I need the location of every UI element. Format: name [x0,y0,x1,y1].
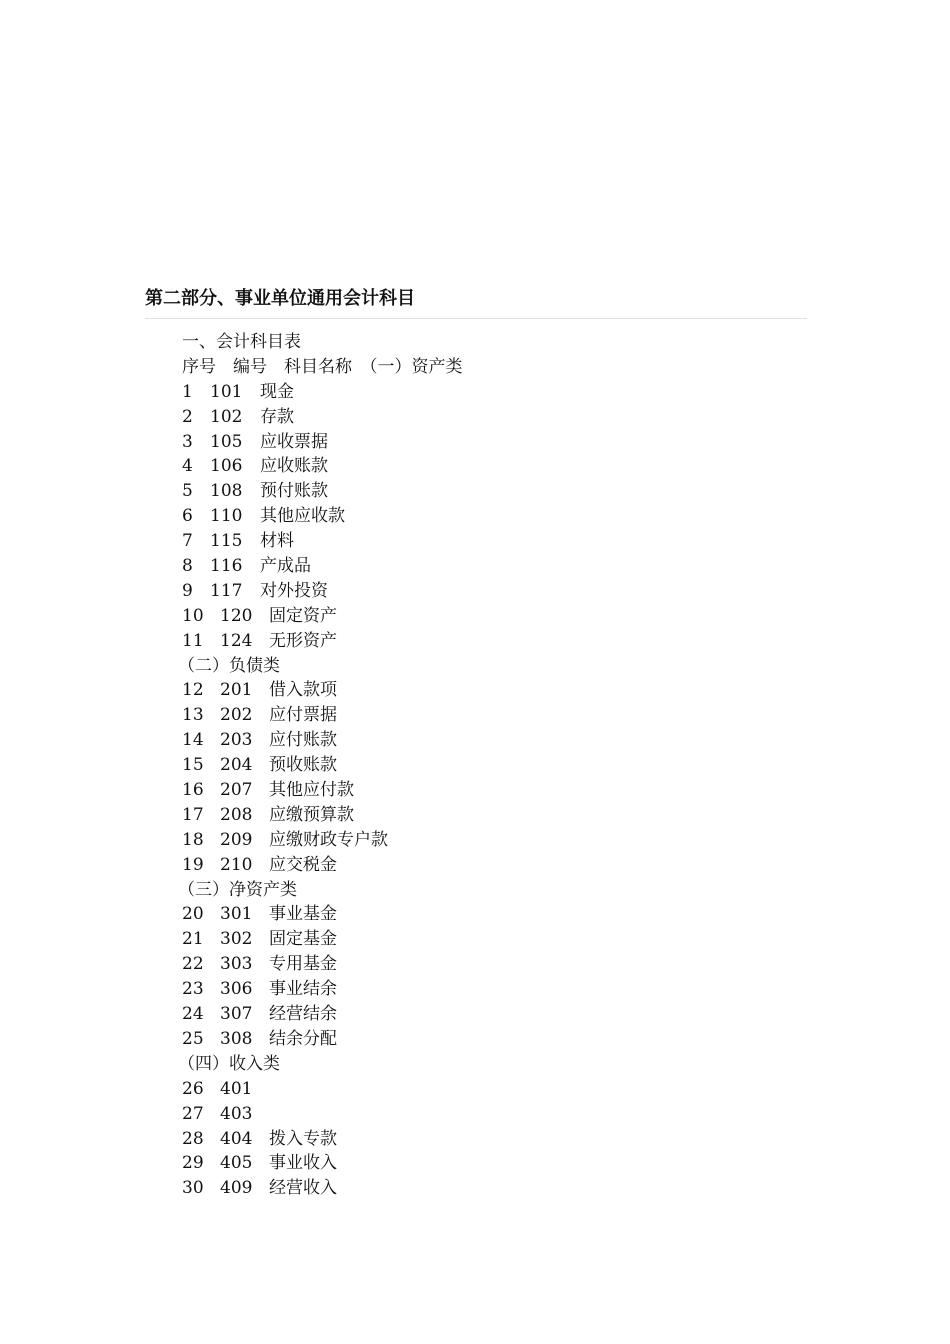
account-name: 其他应付款 [269,780,354,801]
list-item [182,952,782,977]
list-item [182,703,782,728]
account-number: 28 [182,1128,204,1149]
account-name: 对外投资 [260,580,328,601]
list-item [182,579,782,604]
account-number: 18 [182,829,204,850]
account-name: 应收票据 [260,431,328,452]
account-code: 102 [210,406,243,427]
category-heading: （二）负债类 [178,655,280,676]
category-heading: （三）净资产类 [178,879,297,900]
list-item [182,728,782,753]
account-code: 405 [220,1153,253,1174]
account-number: 17 [182,804,204,825]
account-code: 409 [220,1178,253,1199]
list-item [182,380,782,405]
account-number: 1 [182,381,193,402]
account-number: 10 [182,605,204,626]
account-number: 22 [182,954,204,975]
account-name: 借入款项 [269,680,337,701]
list-item [182,1176,782,1201]
account-number: 7 [182,531,193,552]
account-code: 203 [220,730,253,751]
account-number: 6 [182,506,193,527]
account-number: 2 [182,406,193,427]
list-item [182,828,782,853]
account-code: 204 [220,755,253,776]
account-name: 现金 [260,381,294,402]
account-number: 13 [182,705,204,726]
account-code: 209 [220,829,253,850]
account-code: 303 [220,954,253,975]
list-item [182,927,782,952]
account-number: 15 [182,755,204,776]
account-name: 预收账款 [269,755,337,776]
account-name: 事业收入 [269,1153,337,1174]
list-item [182,504,782,529]
account-code: 124 [220,630,253,651]
account-code: 101 [210,381,243,402]
account-code: 210 [220,854,253,875]
account-number: 5 [182,481,193,502]
title-divider [145,318,807,319]
account-name: 专用基金 [269,954,337,975]
account-code: 115 [210,531,243,552]
account-name: 其他应收款 [260,506,345,527]
list-item [182,454,782,479]
account-name: 经营结余 [269,1004,337,1025]
list-item [182,853,782,878]
account-code: 108 [210,481,243,502]
list-item [182,902,782,927]
account-entries [178,380,782,1201]
account-code: 120 [220,605,253,626]
list-item [182,977,782,1002]
list-item [182,1127,782,1152]
account-name: 应收账款 [260,456,328,477]
list-item [182,753,782,778]
account-name: 应付票据 [269,705,337,726]
account-code: 301 [220,904,253,925]
account-name: 应缴预算款 [269,804,354,825]
account-name: 应交税金 [269,854,337,875]
list-item [182,1151,782,1176]
account-code: 208 [220,804,253,825]
account-code: 201 [220,680,253,701]
account-name: 存款 [260,406,294,427]
list-item [182,554,782,579]
list-item [182,803,782,828]
account-code: 403 [220,1103,253,1124]
account-number: 29 [182,1153,204,1174]
account-number: 30 [182,1178,204,1199]
account-number: 20 [182,904,204,925]
list-item [182,678,782,703]
account-code: 308 [220,1028,253,1049]
account-number: 9 [182,580,193,601]
account-code: 307 [220,1004,253,1025]
account-code: 202 [220,705,253,726]
account-number: 11 [182,630,204,651]
account-code: 404 [220,1128,253,1149]
account-number: 3 [182,431,193,452]
account-number: 21 [182,929,204,950]
account-code: 106 [210,456,243,477]
account-name: 无形资产 [269,630,337,651]
account-name: 结余分配 [269,1028,337,1049]
account-name: 应付账款 [269,730,337,751]
list-item [182,1102,782,1127]
list-item [182,479,782,504]
account-name: 事业基金 [269,904,337,925]
list-item [182,405,782,430]
table-header: 序号 编号 科目名称 （一）资产类 [182,356,463,377]
account-number: 24 [182,1004,204,1025]
account-code: 207 [220,780,253,801]
document-title: 第二部分、事业单位通用会计科目 [145,288,415,309]
account-list [178,330,782,1201]
account-number: 27 [182,1103,204,1124]
account-number: 4 [182,456,193,477]
account-name: 应缴财政专户款 [269,829,388,850]
account-name: 事业结余 [269,979,337,1000]
account-number: 26 [182,1078,204,1099]
account-number: 12 [182,680,204,701]
category-heading: （四）收入类 [178,1053,280,1074]
account-name: 经营收入 [269,1178,337,1199]
list-item [182,629,782,654]
account-name: 固定资产 [269,605,337,626]
account-code: 401 [220,1078,253,1099]
account-name: 拨入专款 [269,1128,337,1149]
account-name: 固定基金 [269,929,337,950]
list-item [182,1077,782,1102]
list-item [182,529,782,554]
account-number: 16 [182,780,204,801]
list-item [182,430,782,455]
account-code: 110 [210,506,243,527]
account-name: 预付账款 [260,481,328,502]
list-item [182,1027,782,1052]
section-heading: 一、会计科目表 [182,332,301,352]
account-name: 材料 [260,531,294,552]
account-code: 117 [210,580,243,601]
list-item [182,778,782,803]
account-number: 19 [182,854,204,875]
account-name: 产成品 [260,556,311,577]
account-code: 302 [220,929,253,950]
account-code: 306 [220,979,253,1000]
account-number: 14 [182,730,204,751]
account-number: 8 [182,556,193,577]
account-number: 23 [182,979,204,1000]
account-code: 116 [210,556,243,577]
account-number: 25 [182,1028,204,1049]
account-code: 105 [210,431,243,452]
list-item [182,604,782,629]
list-item [182,1002,782,1027]
